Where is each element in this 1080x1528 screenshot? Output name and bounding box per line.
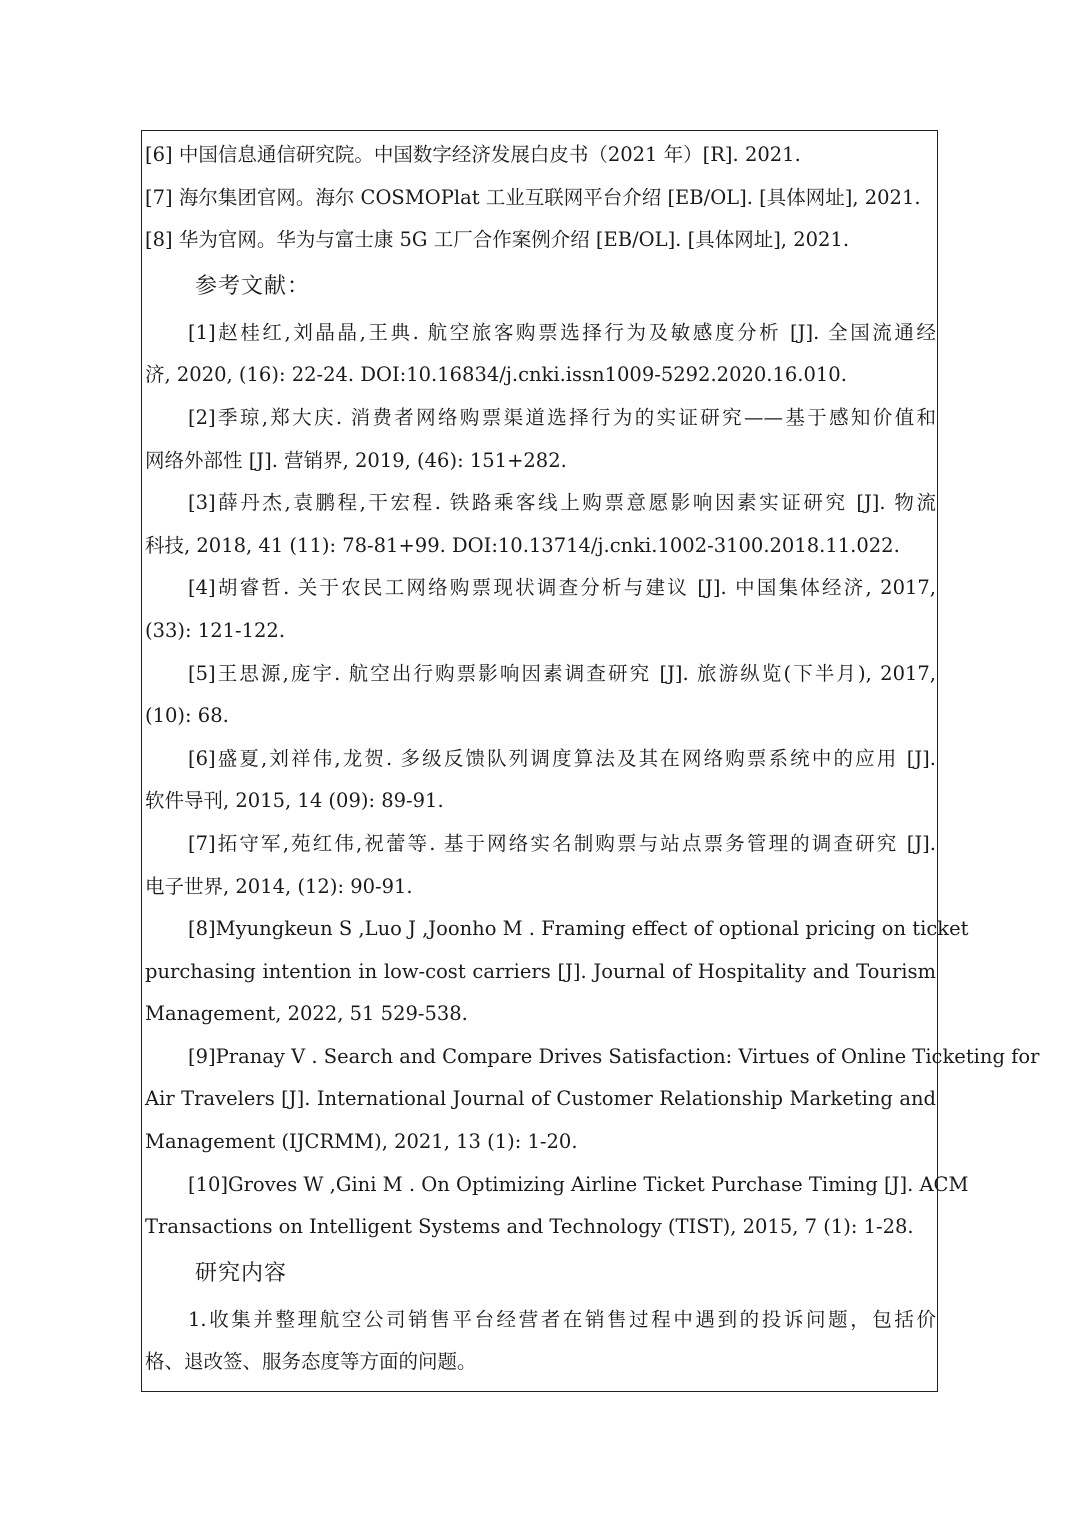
reference-line: Air Travelers [J]. International Journal of Customer Relationship Marketing and bbox=[145, 1087, 936, 1111]
reference-line: 网络外部性 [J]. 营销界, 2019, (46): 151+282. bbox=[145, 448, 567, 472]
reference-line: purchasing intention in low-cost carriers [J]. Journal of Hospitality and Tourism bbox=[145, 959, 936, 983]
reference-line: (33): 121-122. bbox=[145, 618, 286, 642]
reference-line: Management, 2022, 51 529-538. bbox=[145, 1002, 468, 1026]
reference-line: [1]赵桂红,刘晶晶,王典. 航空旅客购票选择行为及敏感度分析 [J]. 全国流通经 bbox=[188, 320, 936, 344]
reference-item-6 bbox=[145, 738, 936, 823]
research-item-1 bbox=[145, 1299, 936, 1384]
reference-item-9 bbox=[145, 1036, 1040, 1164]
research-content-heading: 研究内容 bbox=[195, 1260, 288, 1286]
document-body bbox=[145, 134, 1040, 1384]
reference-item-1 bbox=[145, 312, 936, 397]
reference-item-3 bbox=[145, 482, 936, 567]
top-reference-6: [6] 中国信息通信研究院。中国数字经济发展白皮书（2021 年）[R]. 2021. bbox=[145, 143, 801, 166]
reference-line: [5]王思源,庞宇. 航空出行购票影响因素调查研究 [J]. 旅游纵览(下半月), 2017, bbox=[188, 661, 936, 685]
reference-line: (10): 68. bbox=[145, 704, 229, 728]
reference-line: [8]Myungkeun S ,Luo J ,Joonho M . Framing effect of optional pricing on ticket bbox=[188, 917, 969, 941]
reference-line: [2]季琼,郑大庆. 消费者网络购票渠道选择行为的实证研究——基于感知价值和 bbox=[188, 405, 936, 429]
reference-line: 电子世界, 2014, (12): 90-91. bbox=[145, 874, 413, 898]
research-item-line: 格、退改签、服务态度等方面的问题。 bbox=[145, 1350, 477, 1374]
reference-item-2 bbox=[145, 397, 936, 482]
reference-line: 济, 2020, (16): 22-24. DOI:10.16834/j.cnki.issn1009-5292.2020.16.010. bbox=[145, 363, 847, 387]
reference-item-8 bbox=[145, 908, 969, 1036]
reference-item-10 bbox=[145, 1164, 969, 1249]
reference-line: [7]拓守军,苑红伟,祝蕾等. 基于网络实名制购票与站点票务管理的调查研究 [J]. bbox=[188, 831, 936, 855]
reference-line: 科技, 2018, 41 (11): 78-81+99. DOI:10.13714/j.cnki.1002-3100.2018.11.022. bbox=[145, 533, 900, 557]
research-item-line: 1.收集并整理航空公司销售平台经营者在销售过程中遇到的投诉问题，包括价 bbox=[188, 1307, 936, 1331]
reference-line: Transactions on Intelligent Systems and Technology (TIST), 2015, 7 (1): 1-28. bbox=[145, 1215, 914, 1239]
top-reference-8: [8] 华为官网。华为与富士康 5G 工厂合作案例介绍 [EB/OL]. [具体网址], 2021. bbox=[145, 228, 850, 252]
reference-line: [3]薛丹杰,袁鹏程,干宏程. 铁路乘客线上购票意愿影响因素实证研究 [J]. 物流 bbox=[188, 491, 936, 515]
reference-line: [4]胡睿哲. 关于农民工网络购票现状调查分析与建议 [J]. 中国集体经济, 2017, bbox=[188, 576, 936, 600]
reference-line: Management (IJCRMM), 2021, 13 (1): 1-20. bbox=[145, 1130, 578, 1154]
reference-list bbox=[145, 312, 1040, 1249]
reference-line: [6]盛夏,刘祥伟,龙贺. 多级反馈队列调度算法及其在网络购票系统中的应用 [J]. bbox=[188, 746, 936, 770]
references-heading: 参考文献： bbox=[195, 273, 311, 299]
reference-line: [9]Pranay V . Search and Compare Drives Satisfaction: Virtues of Online Ticketing for bbox=[188, 1044, 1040, 1068]
reference-line: [10]Groves W ,Gini M . On Optimizing Airline Ticket Purchase Timing [J]. ACM bbox=[188, 1172, 969, 1196]
reference-line: 软件导刊, 2015, 14 (09): 89-91. bbox=[145, 789, 444, 813]
reference-item-5 bbox=[145, 653, 936, 738]
top-reference-7: [7] 海尔集团官网。海尔 COSMOPlat 工业互联网平台介绍 [EB/OL]. [具体网址], 2021. bbox=[145, 185, 921, 209]
reference-item-7 bbox=[145, 823, 936, 908]
reference-item-4 bbox=[145, 567, 936, 652]
